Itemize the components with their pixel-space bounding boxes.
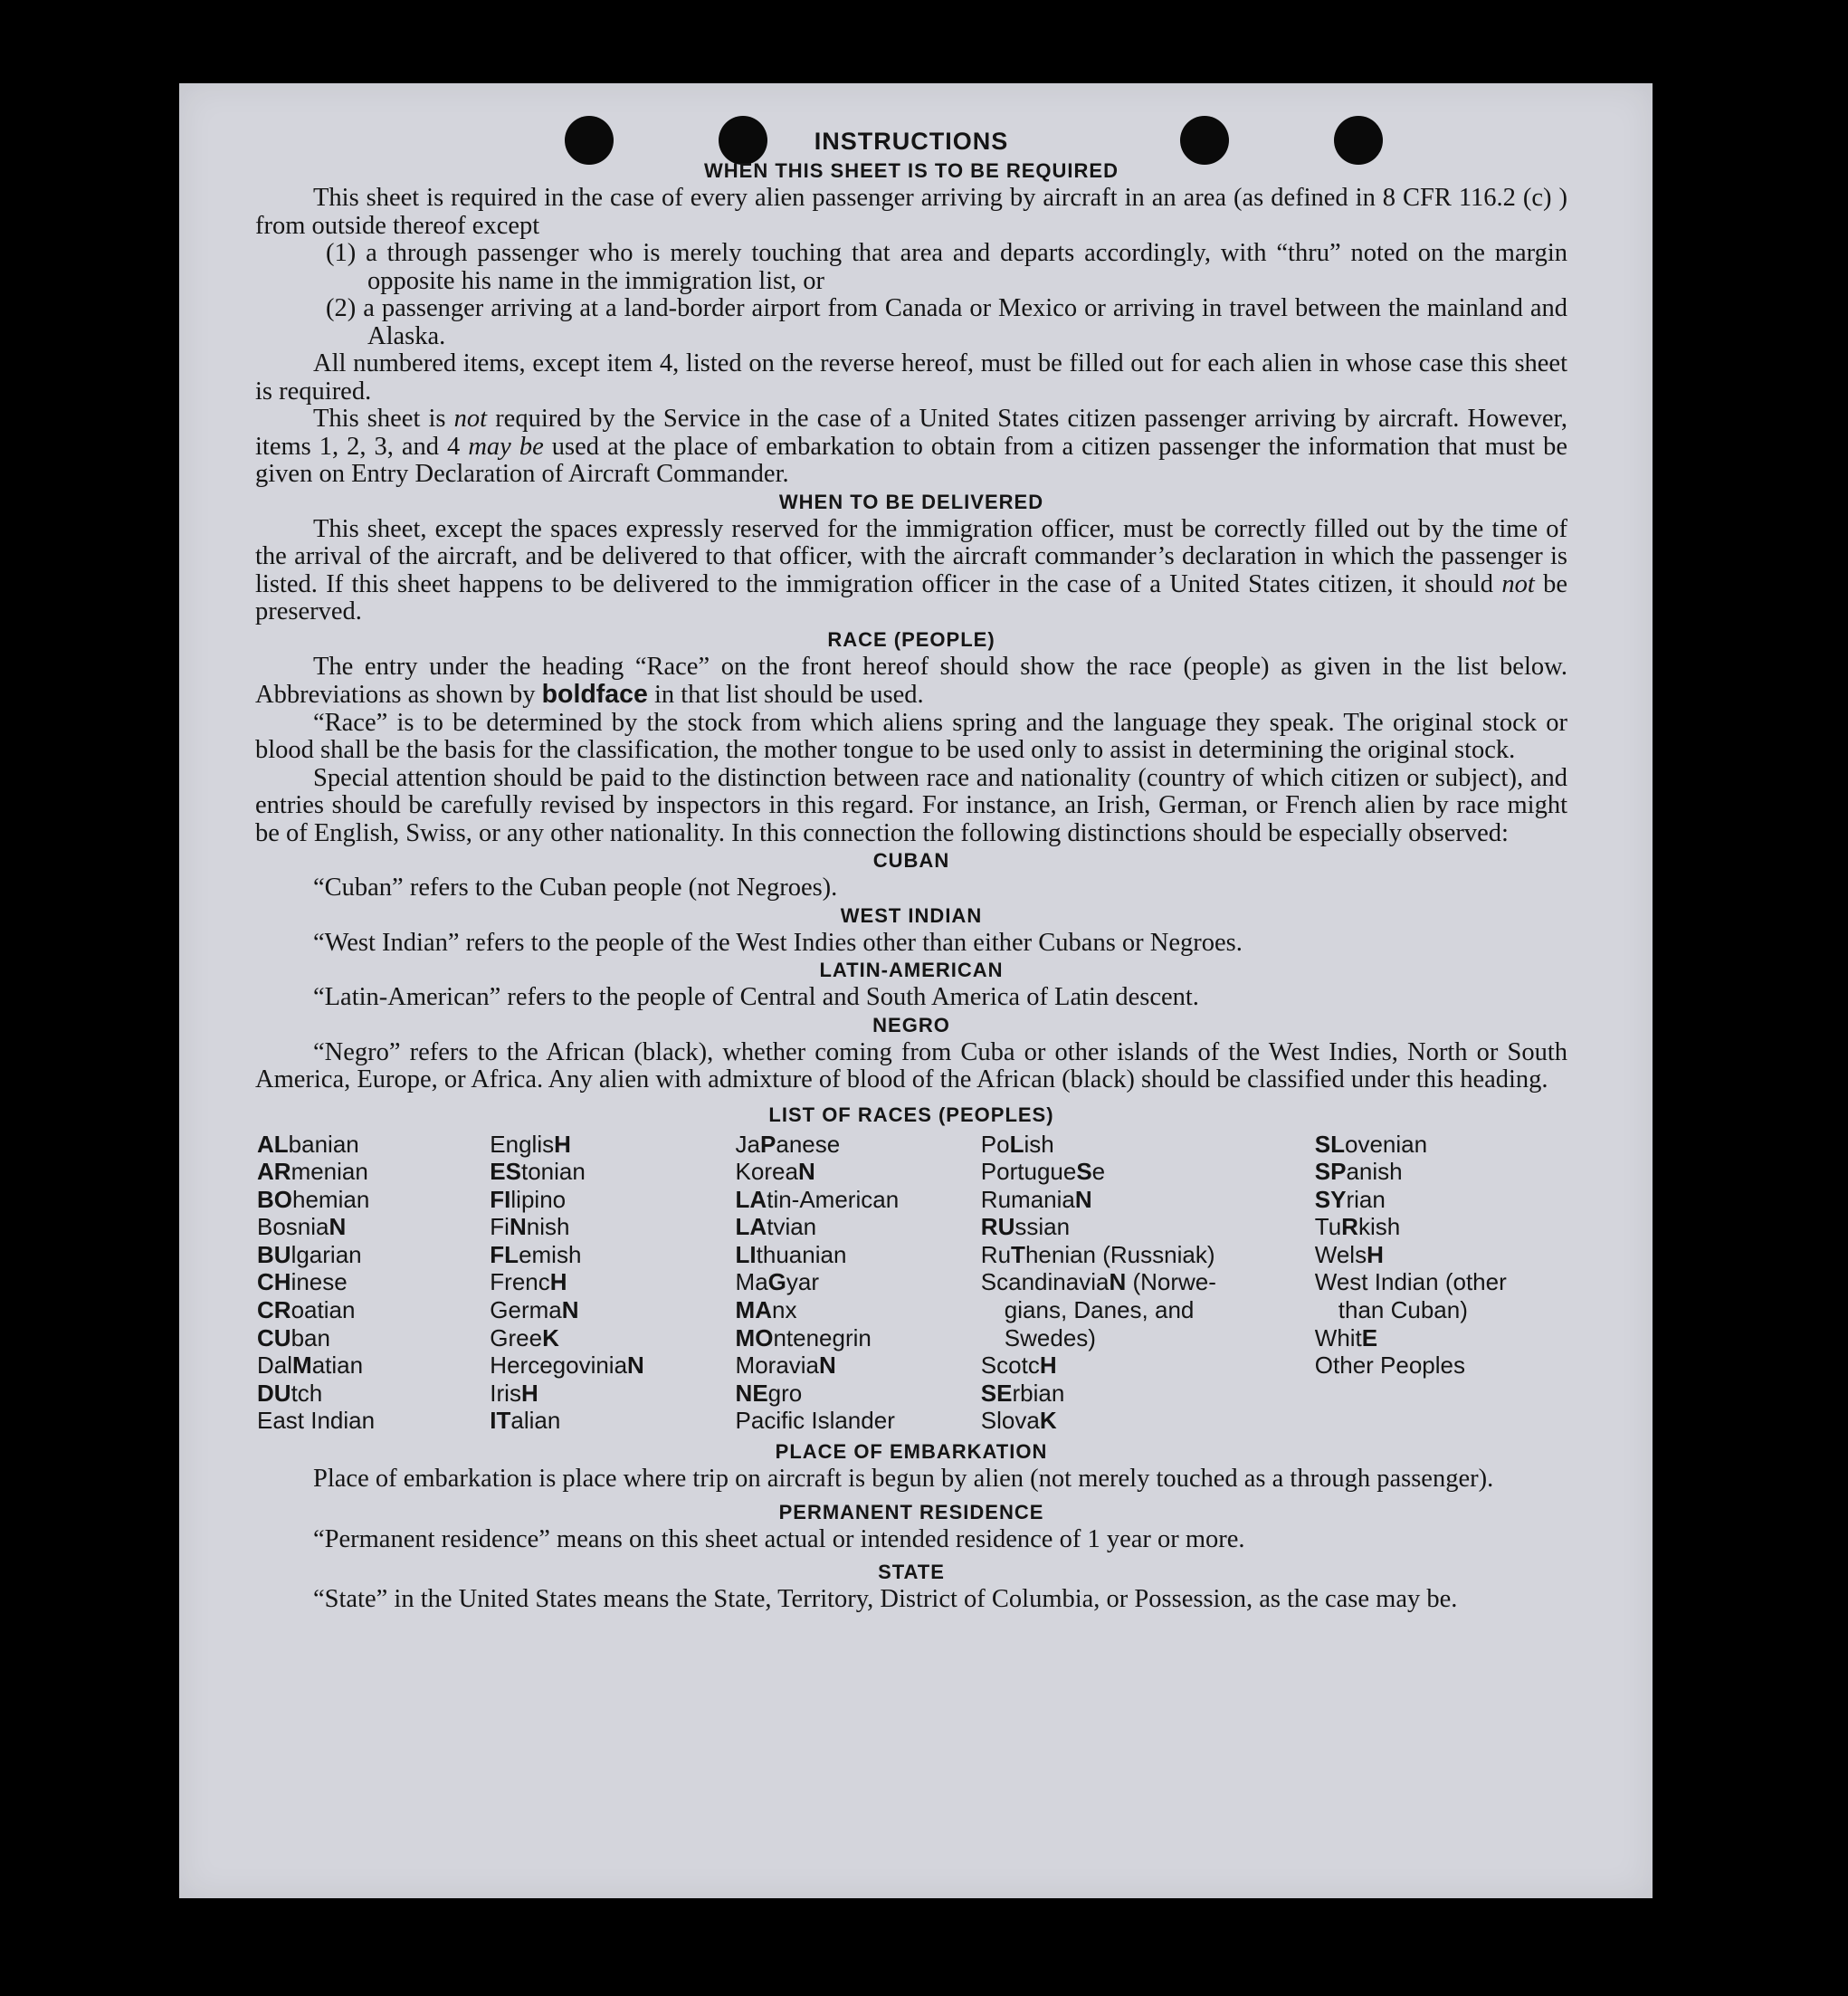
race-entry: SPanish (1314, 1158, 1403, 1186)
negro-text: “Negro” refers to the African (black), whether coming from Cuba or other islands of the West Indies, North or South America, Europe, or Africa. Any alien with admixture of blood of the African (black) should be classified under this heading. (255, 1037, 1567, 1094)
race-entry: SErbian (980, 1379, 1065, 1407)
race-entry: DUtch (257, 1379, 323, 1407)
race-entry: CHinese (257, 1268, 348, 1296)
race-column (257, 1131, 490, 1436)
race-entry: BosniaN (257, 1213, 347, 1241)
race-entry: CRoatian (257, 1296, 356, 1324)
race-entry: LAtin-American (735, 1185, 900, 1213)
race-entry: GreeK (490, 1323, 559, 1351)
race-entry: East Indian (257, 1407, 376, 1435)
race-entry: KoreaN (735, 1158, 815, 1186)
race-entry: than Cuban) (1338, 1296, 1468, 1324)
race-entry: FIlipino (490, 1185, 567, 1213)
delivered-para: This sheet, except the spaces expressly reserved for the immigration officer, must be correctly filled out by the time of the arrival of the aircraft, and be delivered to that officer, with the aircraft commander’s declaration in which the passenger is listed. If this sheet happens to be delivered to the immigration officer in the case of a United States citizen, it should not be preserved. (255, 514, 1567, 626)
race-entry: GermaN (490, 1296, 579, 1324)
race-entry: TuRkish (1314, 1213, 1401, 1241)
race-entry: Other Peoples (1314, 1351, 1465, 1380)
race-entry: RUssian (980, 1213, 1071, 1241)
race-entry: RuThenian (Russniak) (980, 1240, 1215, 1268)
required-item-1: (1) a through passenger who is merely touching that area and departs accordingly, with “thru” noted on the margin opposite his name in the immigration list, or (326, 239, 1567, 295)
race-entry: LIthuanian (735, 1240, 847, 1268)
race-entry: FrencH (490, 1268, 567, 1296)
race-entry: HercegoviniaN (490, 1351, 644, 1380)
heading-latin-american: LATIN-AMERICAN (819, 959, 1004, 981)
race-entry: PoLish (980, 1130, 1054, 1158)
race-entry: Swedes) (1004, 1323, 1096, 1351)
race-entry: BOhemian (257, 1185, 370, 1213)
race-column (490, 1131, 735, 1436)
heading-permanent-residence: PERMANENT RESIDENCE (778, 1500, 1044, 1523)
instruction-sheet (179, 83, 1653, 1898)
embarkation-text: Place of embarkation is place where trip on aircraft is begun by alien (not merely touched as a through passenger). (313, 1465, 1494, 1494)
race-entry: SlovaK (980, 1407, 1057, 1435)
required-intro: This sheet is required in the case of every alien passenger arriving by aircraft in an area (as defined in 8 CFR 116.2 (c) ) from outside thereof except (255, 184, 1567, 240)
race-entry: WhitE (1314, 1323, 1378, 1351)
latin-american-text: “Latin-American” refers to the people of Central and South America of Latin descent. (313, 983, 1199, 1011)
page-title: INSTRUCTIONS (814, 128, 1009, 155)
heading-state: STATE (878, 1561, 945, 1584)
race-entry: CUban (257, 1323, 330, 1351)
race-entry: MaGyar (735, 1268, 820, 1296)
heading-cuban: CUBAN (872, 849, 950, 872)
heading-when-delivered: WHEN TO BE DELIVERED (778, 490, 1044, 513)
race-entry: ARmenian (257, 1158, 368, 1186)
race-entry: MAnx (735, 1296, 797, 1324)
instructions-body (255, 125, 1567, 1614)
cuban-text: “Cuban” refers to the Cuban people (not Negroes). (313, 874, 838, 902)
race-entry: ScandinaviaN (Norwe- (980, 1268, 1216, 1296)
race-entry: LAtvian (735, 1213, 817, 1241)
heading-list-of-races: LIST OF RACES (PEOPLES) (768, 1103, 1054, 1126)
race-list (257, 1131, 1567, 1436)
heading-negro: NEGRO (872, 1013, 950, 1036)
race-entry: NEgro (735, 1379, 803, 1407)
race-entry: MoraviaN (735, 1351, 836, 1380)
race-para-1: The entry under the heading “Race” on the front hereof should show the race (people) as given in the list below. Abbreviations as shown by boldface in that list should be used. (255, 652, 1567, 709)
heading-race: RACE (PEOPLE) (827, 627, 995, 651)
race-entry: IrisH (490, 1379, 538, 1407)
race-entry: BUlgarian (257, 1240, 362, 1268)
heading-west-indian: WEST INDIAN (840, 903, 983, 927)
required-item-2: (2) a passenger arriving at a land-border airport from Canada or Mexico or arriving in travel between the mainland and Alaska. (326, 294, 1567, 350)
race-entry: ITalian (490, 1407, 561, 1435)
race-entry: WelsH (1314, 1240, 1384, 1268)
required-para-3: This sheet is not required by the Service in the case of a United States citizen passenger arriving by aircraft. However, items 1, 2, 3, and 4 may be used at the place of embarkation to obtain from a citizen passenger the information that must be given on Entry Declaration of Aircraft Commander. (255, 405, 1567, 488)
race-entry: gians, Danes, and (1004, 1296, 1195, 1324)
heading-embarkation: PLACE OF EMBARKATION (775, 1440, 1048, 1464)
heading-when-required: WHEN THIS SHEET IS TO BE REQUIRED (704, 159, 1119, 182)
race-entry: EStonian (490, 1158, 586, 1186)
residence-text: “Permanent residence” means on this sheet actual or intended residence of 1 year or more. (313, 1524, 1245, 1553)
west-indian-text: “West Indian” refers to the people of the West Indies other than either Cubans or Negroes. (313, 928, 1243, 957)
race-entry: Pacific Islander (735, 1407, 895, 1435)
race-column (981, 1131, 1315, 1436)
race-entry: DalMatian (257, 1351, 364, 1380)
race-entry: JaPanese (735, 1130, 841, 1158)
race-entry: FLemish (490, 1240, 582, 1268)
race-column (1315, 1131, 1567, 1436)
race-entry: ALbanian (257, 1130, 359, 1158)
required-para-2: All numbered items, except item 4, listed on the reverse hereof, must be filled out for each alien in whose case this sheet is required. (255, 349, 1567, 406)
race-entry: MOntenegrin (735, 1323, 872, 1351)
race-entry: ScotcH (980, 1351, 1057, 1380)
race-entry: EnglisH (490, 1130, 571, 1158)
race-entry: West Indian (other (1314, 1268, 1507, 1296)
race-entry: FiNnish (490, 1213, 570, 1241)
race-entry: SLovenian (1314, 1130, 1428, 1158)
state-text: “State” in the United States means the State, Territory, District of Columbia, or Possession, as the case may be. (313, 1585, 1458, 1614)
race-entry: RumaniaN (980, 1185, 1092, 1213)
race-entry: PortugueSe (980, 1158, 1106, 1186)
race-para-2: “Race” is to be determined by the stock from which aliens spring and the language they speak. The original stock or blood shall be the basis for the classification, the mother tongue to be used only to assist in determining the original stock. (255, 708, 1567, 764)
race-para-3: Special attention should be paid to the distinction between race and nationality (country of which citizen or subject), and entries should be carefully revised by inspectors in this regard. For instance, an Irish, German, or French alien by race might be of English, Swiss, or any other nationality. In this connection the following distinctions should be especially observed: (255, 763, 1567, 847)
race-entry: SYrian (1314, 1185, 1386, 1213)
race-column (736, 1131, 981, 1436)
